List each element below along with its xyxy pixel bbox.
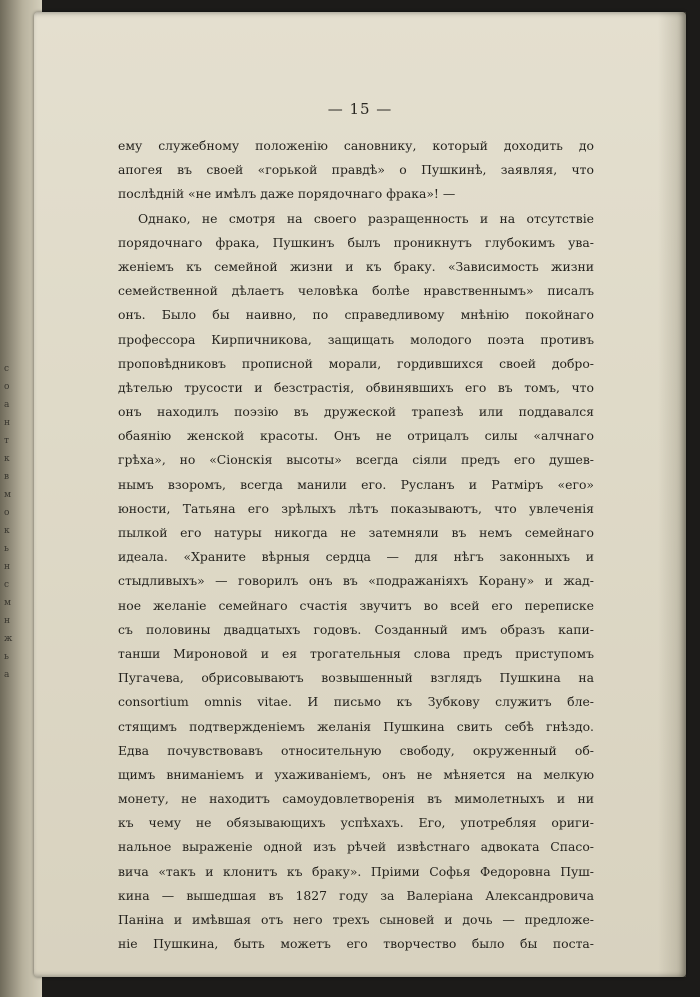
text-line: послѣдній «не имѣлъ даже порядочнаго фрака»! — (118, 186, 456, 202)
text-line: обаянію женской красоты. Онъ не отрицалъ силы «алчнаго (118, 428, 594, 444)
text-line: стыдливыхъ» — говорилъ онъ въ «подражаніяхъ Корану» и жад- (118, 573, 594, 589)
text-line: юности, Татьяна его зрѣлыхъ лѣтъ показываютъ, что увлеченія (118, 500, 594, 516)
text-line: онъ. Было бы наивно, по справедливому мнѣнію покойнаго (118, 307, 594, 323)
text-line: онъ находилъ поэзію въ дружеской трапезѣ или поддавался (118, 404, 594, 420)
text-line: грѣха», но «Сіонскія высоты» всегда сіяли предъ его душев- (118, 452, 594, 468)
text-line: пылкой его натуры никогда не затемняли въ немъ семейнаго (118, 525, 594, 540)
text-line: дѣтелью трусости и безстрастія, обвинявшихъ его въ томъ, что (118, 379, 594, 395)
text-line: щимъ вниманіемъ и ухаживаніемъ, онъ не мѣняется на мелкую (118, 766, 594, 782)
text-line: Однако, не смотря на своего разращенность и на отсутствіе (138, 210, 594, 226)
book-page (34, 12, 686, 977)
text-line: ное желаніе семейнаго счастія звучитъ во всей его переписке (118, 597, 594, 613)
text-line: женіемъ къ семейной жизни и къ браку. «Зависимость жизни (118, 258, 594, 274)
text-line: къ чему не обязывающихъ успѣхахъ. Его, употребляя ориги- (118, 815, 594, 831)
text-line: проповѣдниковъ прописной морали, гордившихся своей добро- (118, 355, 594, 371)
text-line: кина — вышедшая въ 1827 году за Валеріана Александровича (118, 887, 594, 903)
text-line: порядочнаго фрака, Пушкинъ былъ проникнутъ глубокимъ ува- (118, 234, 594, 250)
text-line: ему служебному положенію сановнику, который доходить до (118, 138, 594, 153)
text-line: идеала. «Храните вѣрныя сердца — для нѣгъ законныхъ и (118, 549, 594, 565)
text-line: Пугачева, обрисовываютъ возвышенный взглядъ Пушкина на (118, 670, 594, 686)
text-line: съ половины двадцатыхъ годовъ. Созданный имъ образъ капи- (118, 621, 594, 637)
previous-page-edge-text: с о а н т к в м о к ь н с м н ж ь а (4, 364, 13, 680)
page-number: — 15 — (327, 100, 393, 118)
text-line: Паніна и имѣвшая отъ него трехъ сыновей и дочь — предложе- (118, 912, 594, 927)
text-line: вича «такъ и клонитъ къ браку». Пріими Софья Федоровна Пуш- (118, 863, 594, 879)
text-line: ніе Пушкина, быть можетъ его творчество было бы поста- (118, 936, 594, 952)
text-line: Едва почувствовавъ относительную свободу, окруженный об- (118, 742, 594, 758)
text-line: семейственной дѣлаетъ человѣка болѣе нравственнымъ» писалъ (118, 283, 594, 299)
text-line: апогея въ своей «горькой правдѣ» о Пушкинѣ, заявляя, что (118, 162, 594, 178)
text-line: танши Мироновой и ея трогательныя слова предъ приступомъ (118, 645, 594, 661)
text-line: профессора Кирпичникова, защищать молодого поэта противъ (118, 331, 594, 347)
text-line: нымъ взоромъ, всегда манили его. Русланъ и Ратміръ «его» (118, 476, 594, 492)
text-line: монету, не находитъ самоудовлетворенія въ мимолетныхъ и ни (118, 791, 594, 807)
text-line: стящимъ подтвержденіемъ желанія Пушкина свить себѣ гнѣздо. (118, 718, 594, 734)
text-line: consortium omnis vitae. И письмо къ Зубкову служитъ бле- (118, 694, 594, 710)
page-text (118, 134, 594, 956)
text-line: нальное выраженіе одной изъ рѣчей извѣстнаго адвоката Спасо- (118, 839, 594, 855)
